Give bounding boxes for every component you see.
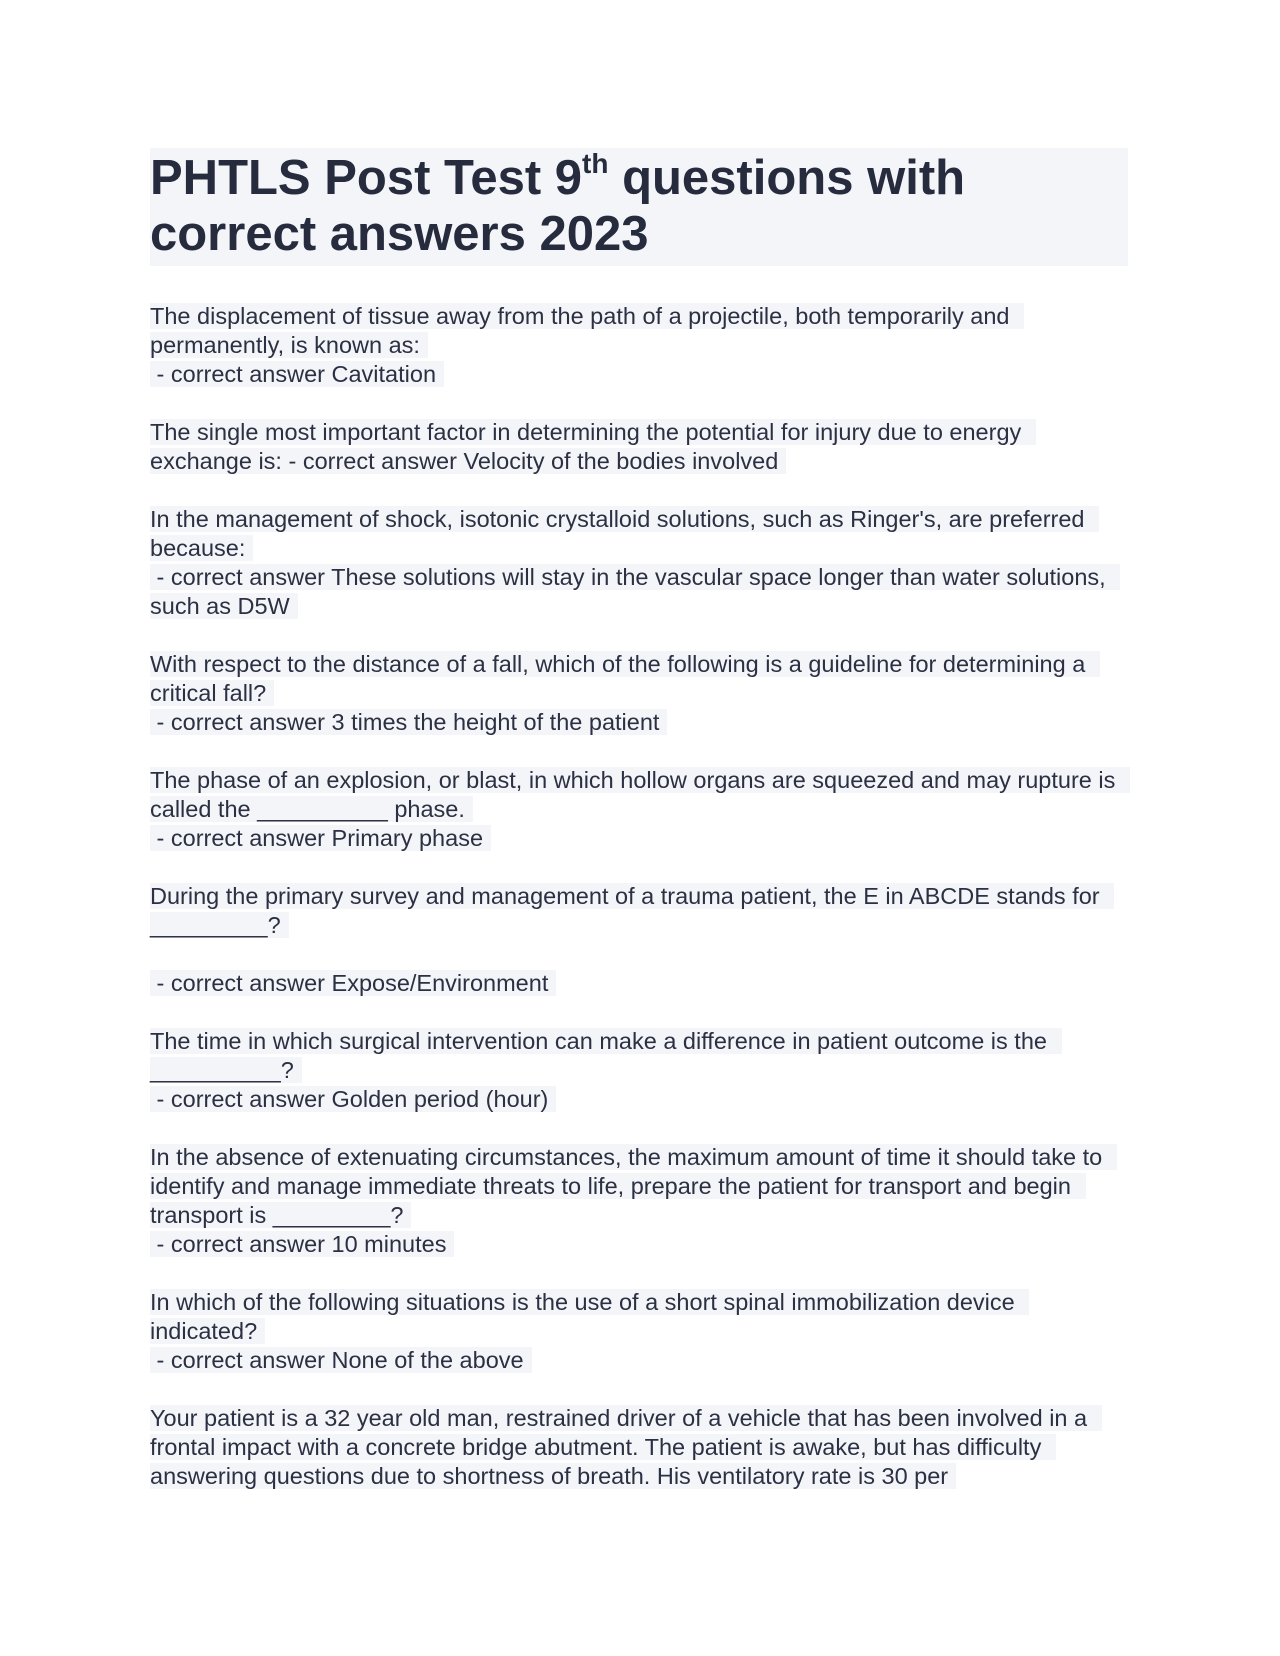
qa-item-7	[150, 1027, 1128, 1114]
blank-line	[150, 940, 1128, 969]
title-text-part1: PHTLS Post Test 9	[150, 151, 583, 205]
qa-item-2	[150, 418, 1128, 476]
question-text: The time in which surgical intervention can make a difference in patient outcome is the __________?	[150, 1028, 1062, 1083]
answer-text: - correct answer 10 minutes	[150, 1231, 454, 1257]
answer-text: - correct answer Expose/Environment	[150, 970, 556, 996]
qa-item-9	[150, 1288, 1128, 1375]
answer-text: - correct answer Golden period (hour)	[150, 1086, 556, 1112]
question-text: In which of the following situations is the use of a short spinal immobilization device indicated?	[150, 1289, 1029, 1344]
question-text: Your patient is a 32 year old man, restrained driver of a vehicle that has been involved in a frontal impact with a concrete bridge abutment. The patient is awake, but has difficulty answering questions due to shortness of breath. His ventilatory rate is 30 per	[150, 1405, 1102, 1489]
title-block	[150, 148, 1128, 266]
question-text: In the management of shock, isotonic crystalloid solutions, such as Ringer's, are preferred because:	[150, 506, 1099, 561]
answer-text: - correct answer Primary phase	[150, 825, 491, 851]
question-text: During the primary survey and management of a trauma patient, the E in ABCDE stands for _________?	[150, 883, 1114, 938]
qa-item-10	[150, 1404, 1128, 1491]
answer-text: - correct answer Cavitation	[150, 361, 444, 387]
qa-item-3	[150, 505, 1128, 621]
question-text: In the absence of extenuating circumstances, the maximum amount of time it should take to identify and manage immediate threats to life, prepare the patient for transport and begin transport is _________?	[150, 1144, 1117, 1228]
question-text: The single most important factor in determining the potential for injury due to energy exchange is: - correct answer Velocity of the bodies involved	[150, 419, 1036, 474]
qa-item-6	[150, 882, 1128, 998]
title-text-part2: questions with correct answers 2023	[150, 151, 966, 261]
answer-text: - correct answer 3 times the height of the patient	[150, 709, 667, 735]
question-text: The displacement of tissue away from the path of a projectile, both temporarily and permanently, is known as:	[150, 303, 1024, 358]
answer-text: - correct answer None of the above	[150, 1347, 532, 1373]
page-title	[150, 147, 1128, 262]
question-text: With respect to the distance of a fall, which of the following is a guideline for determining a critical fall?	[150, 651, 1100, 706]
qa-item-8	[150, 1143, 1128, 1259]
question-text: The phase of an explosion, or blast, in which hollow organs are squeezed and may rupture is called the __________ phase.	[150, 767, 1130, 822]
qa-item-5	[150, 766, 1128, 853]
qa-item-4	[150, 650, 1128, 737]
title-superscript: th	[582, 147, 609, 179]
answer-text: - correct answer These solutions will stay in the vascular space longer than water solutions, such as D5W	[150, 564, 1120, 619]
qa-item-1	[150, 302, 1128, 389]
document-page	[150, 148, 1128, 1520]
